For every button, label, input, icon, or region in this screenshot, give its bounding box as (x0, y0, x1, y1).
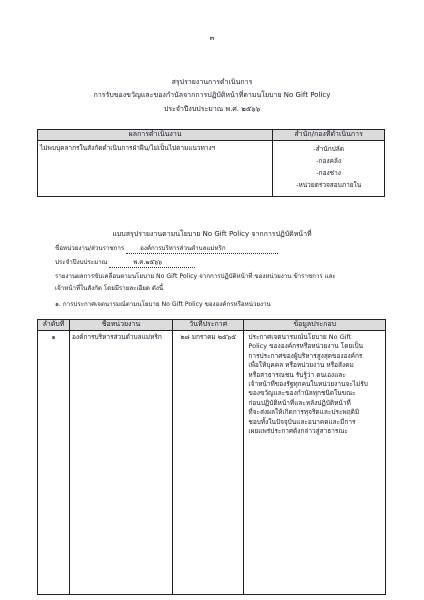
announcement-table (37, 319, 386, 595)
info-line: ของขวัญและของกำนัลทุกชนิดในขณะ (248, 389, 356, 398)
summary-result-text: ไม่พบบุคลากรในสังกัดดำเนินการฝ่าฝืน/ไม่เป็นไปตามแนวทางฯ (40, 144, 216, 152)
fiscal-year-line (55, 259, 195, 268)
summary-header-result: ผลการดำเนินงาน (38, 130, 273, 141)
info-line: ชอบทั้งในปัจจุบันและอนาคตและมีการ (248, 417, 356, 426)
row-date: ๒๘ มกราคม ๒๕๖๕ (172, 331, 243, 595)
office-item: -กองช่าง (316, 169, 341, 177)
col-header-date: วันที่ประกาศ (172, 320, 243, 331)
info-line: เผยแพร่ประกาศดังกล่าวสู่สาธารณะ (248, 427, 348, 436)
info-line: ที่จะส่งผลให้เกิดการทุจริตและประพฤติมิ (248, 408, 360, 417)
col-header-no: ลำดับที่ (38, 320, 70, 331)
info-line: หรือสาธารณชน รับรู้ว่า ตนเองและ (248, 370, 346, 379)
agency-value: องค์การบริหารส่วนตำบลแม่หริก (126, 245, 278, 254)
summary-result-cell (38, 141, 273, 197)
office-item: -หน่วยตรวจสอบภายใน (296, 181, 362, 189)
summary-header-office: สำนัก/กองที่ดำเนินการ (273, 130, 385, 141)
fiscal-year-label: ประจำปีงบประมาณ (55, 259, 108, 266)
row-agency: องค์การบริหารส่วนตำบลแม่หริก (70, 331, 173, 595)
col-header-info: ข้อมูลประกอบ (244, 320, 386, 331)
row-no: ๑ (38, 331, 70, 595)
section-1-heading: ๑. การประกาศเจตนารมณ์ตามนโยบาย No Gift Policy ขององค์กรหรือหน่วยงาน (55, 301, 271, 308)
info-line: Policy ขององค์กรหรือหน่วยงาน โดยเป็น (248, 342, 364, 351)
form-title: แบบสรุปรายงานตามนโยบาย No Gift Policy จากการปฏิบัติหน้าที่ (112, 230, 312, 238)
info-line: การประกาศของผู้บริหารสูงสุดขององค์กร (248, 351, 363, 360)
page-number: ๓ (209, 34, 215, 42)
row-info (244, 331, 386, 595)
office-item: -สำนักปลัด (313, 145, 344, 153)
col-header-agency: ชื่อหน่วยงาน (70, 320, 173, 331)
summary-office-cell (273, 141, 385, 197)
fiscal-year-value: พ.ศ.๒๕๖๖ (109, 259, 195, 268)
info-line: ประกาศเจตนารมณ์นโยบาย No Gift (248, 333, 352, 341)
info-line: เพื่อให้บุคคล หรือหน่วยงาน หรือสังคม (248, 361, 354, 370)
report-heading-line3: ประจำปีงบประมาณ พ.ศ. ๒๕๖๖ (163, 105, 261, 113)
report-heading-line2: การรับของขวัญและของกำนัลจากการปฏิบัติหน้าที่ตามนโยบาย No Gift Policy (93, 91, 331, 99)
report-text-line2: เจ้าหน้าที่ในสังกัด โดยมีรายละเอียด ดังนี้ (55, 285, 164, 292)
agency-label: ชื่อหน่วยงาน/ส่วนราชการ (55, 245, 125, 252)
report-text-line1: รายงานผลการขับเคลื่อนตามนโยบาย No Gift Policy จากการปฏิบัติหน้าที่ ของหน่วยงาน ข้าราชการ และ (55, 273, 336, 280)
office-item: -กองคลัง (316, 157, 342, 165)
report-heading-line1: สรุปรายงานการดำเนินการ (171, 78, 253, 86)
summary-table (37, 129, 385, 197)
info-line: เจ้าหน้าที่ของรัฐทุกคนในหน่วยงานจะไม่รับ (248, 380, 368, 389)
agency-line (55, 245, 278, 254)
info-line: ก่อนปฏิบัติหน้าที่และหลังปฏิบัติหน้าที่ (248, 398, 351, 407)
table-row (38, 331, 386, 595)
